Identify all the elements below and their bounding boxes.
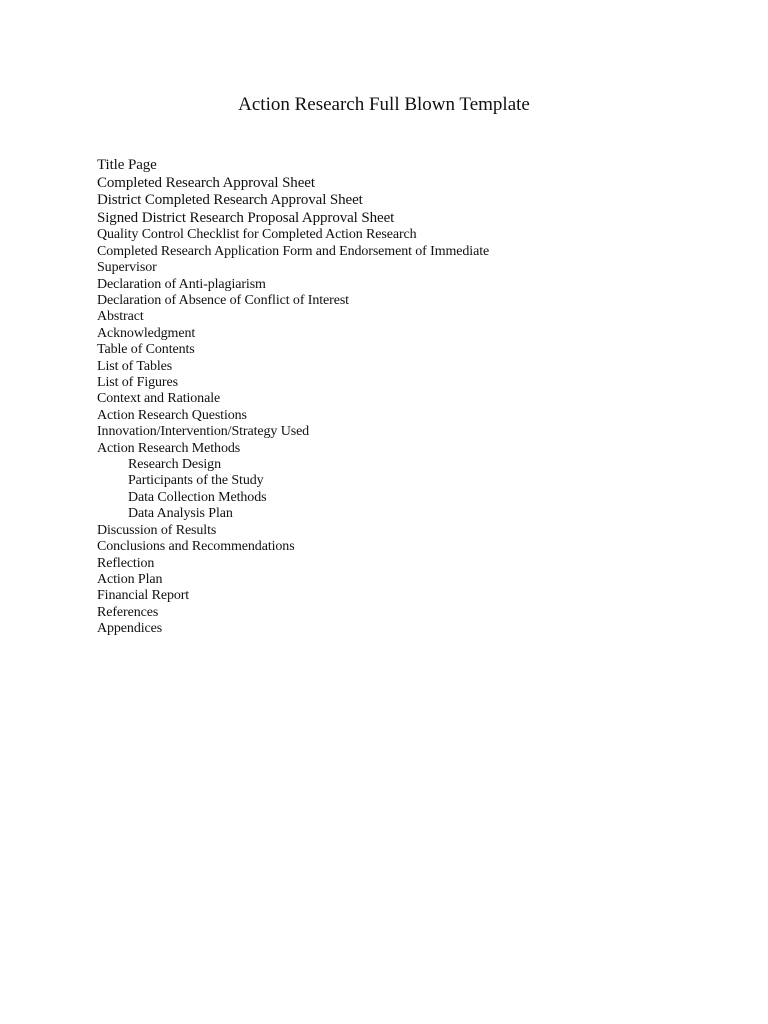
section-item: Title Page (97, 157, 157, 173)
section-item: Completed Research Approval Sheet (97, 174, 315, 191)
section-item: Table of Contents (97, 342, 195, 358)
section-item: List of Figures (97, 375, 178, 391)
section-item: Discussion of Results (97, 522, 217, 538)
section-list (97, 157, 657, 638)
section-item: Declaration of Anti-plagiarism (97, 276, 266, 292)
document-title: Action Research Full Blown Template (238, 94, 530, 115)
subsection-item: Data Collection Methods (128, 489, 267, 505)
section-item: Innovation/Intervention/Strategy Used (97, 424, 310, 440)
section-item: Action Research Questions (97, 407, 247, 423)
subsection-item: Research Design (128, 457, 221, 473)
section-item: Supervisor (97, 260, 157, 276)
section-item: List of Tables (97, 358, 173, 374)
section-item: Appendices (97, 621, 163, 637)
section-item: Quality Control Checklist for Completed Action Research (97, 227, 417, 243)
subsection-item: Data Analysis Plan (128, 506, 233, 522)
section-item: Abstract (97, 309, 144, 325)
section-item: District Completed Research Approval Sheet (97, 192, 363, 209)
section-item: Acknowledgment (97, 325, 196, 341)
section-item: Reflection (97, 555, 155, 571)
section-item: Conclusions and Recommendations (97, 539, 295, 555)
section-item: Declaration of Absence of Conflict of Interest (97, 293, 349, 308)
section-item: Signed District Research Proposal Approval Sheet (97, 209, 395, 226)
section-item: Completed Research Application Form and Endorsement of Immediate (97, 243, 490, 259)
section-item: References (97, 604, 159, 620)
section-item: Context and Rationale (97, 391, 221, 407)
section-item: Action Plan (97, 571, 163, 587)
section-item: Financial Report (97, 588, 190, 604)
section-item: Action Research Methods (97, 440, 241, 456)
subsection-item: Participants of the Study (128, 473, 264, 489)
